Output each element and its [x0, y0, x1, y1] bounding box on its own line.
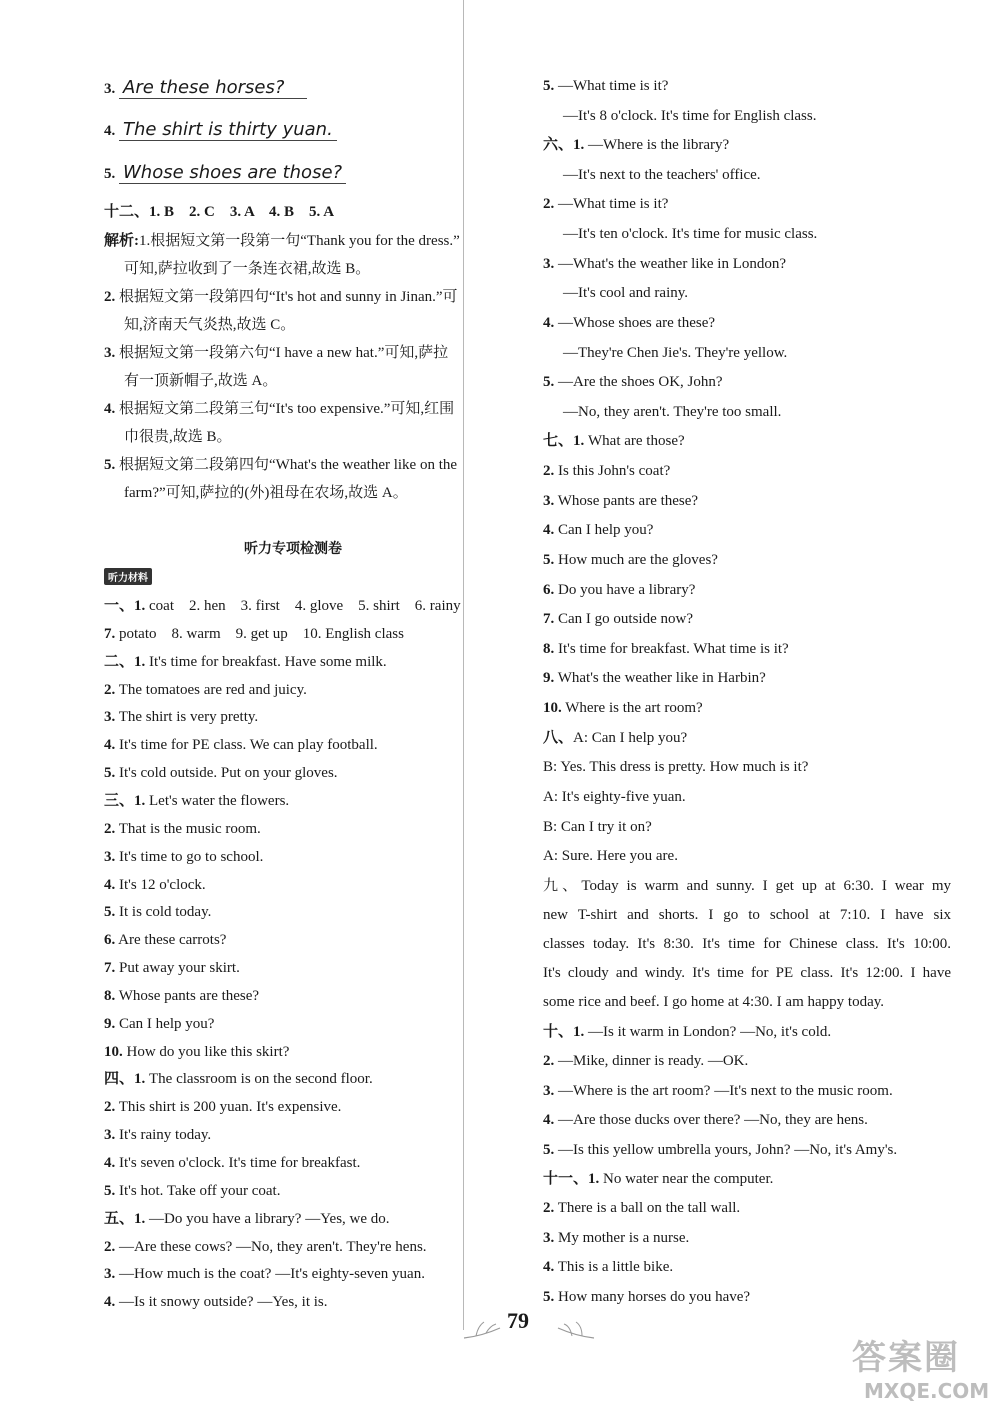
text-line: 2. This shirt is 200 yuan. It's expensive.: [104, 1099, 342, 1116]
text-line: —They're Chen Jie's. They're yellow.: [563, 344, 788, 361]
analysis-line: 巾很贵,故选 B。: [124, 429, 232, 445]
text-line: 4. This is a little bike.: [543, 1259, 674, 1276]
text-line: 2. That is the music room.: [104, 820, 261, 837]
leaf-ornament-icon: [462, 1318, 502, 1342]
text-line: 10. Where is the art room?: [543, 700, 703, 717]
analysis-line: 4. 根据短文第二段第三句“It's too expensive.”可知,红围: [104, 401, 455, 417]
text-line: 4. —Are those ducks over there? —No, they are hens.: [543, 1112, 868, 1129]
analysis-line: 知,济南天气炎热,故选 C。: [124, 317, 296, 333]
column-divider: [463, 0, 464, 1330]
text-line: 八、A: Can I help you?: [543, 729, 688, 746]
text-line: B: Can I try it on?: [543, 818, 652, 835]
text-line: 5. It is cold today.: [104, 904, 212, 921]
analysis-line: 解析:1.根据短文第一段第一句“Thank you for the dress.”: [104, 233, 460, 249]
text-line: 5. —Is this yellow umbrella yours, John? —No, it's Amy's.: [543, 1141, 898, 1158]
text-line: 5. It's hot. Take off your coat.: [104, 1182, 281, 1199]
text-line: 二、1. It's time for breakfast. Have some milk.: [104, 653, 387, 670]
text-line: 4. It's 12 o'clock.: [104, 876, 206, 893]
text-line: 4. It's time for PE class. We can play football.: [104, 737, 378, 754]
text-line: 四、1. The classroom is on the second floor.: [104, 1071, 373, 1088]
analysis-line: 2. 根据短文第一段第四句“It's hot and sunny in Jinan.”可: [104, 289, 458, 305]
text-line: 3. My mother is a nurse.: [543, 1229, 690, 1246]
text-line: 六、1. —Where is the library?: [543, 137, 730, 154]
listening-material-tag: 听力材料: [104, 568, 152, 585]
analysis-line: 有一顶新帽子,故选 A。: [124, 373, 278, 389]
text-line: 10. How do you like this skirt?: [104, 1043, 290, 1060]
text-line: —It's cool and rainy.: [563, 285, 689, 302]
text-line: 三、1. Let's water the flowers.: [104, 792, 290, 809]
passage-line: new T-shirt and shorts. I go to school at 7:10. I have six: [543, 907, 951, 923]
text-line: 7. Can I go outside now?: [543, 611, 693, 628]
text-line: 2. There is a ball on the tall wall.: [543, 1200, 741, 1217]
passage-line: 九、Today is warm and sunny. I get up at 6:30. I wear my: [543, 878, 951, 894]
text-line: 4. It's seven o'clock. It's time for breakfast.: [104, 1155, 361, 1171]
text-line: 6. Are these carrots?: [104, 932, 227, 949]
text-line: 8. It's time for breakfast. What time is it?: [543, 640, 789, 657]
text-line: 3. —How much is the coat? —It's eighty-seven yuan.: [104, 1266, 425, 1283]
analysis-line: 可知,萨拉收到了一条连衣裙,故选 B。: [124, 261, 371, 277]
handwritten-text: The shirt is thirty yuan.: [119, 120, 337, 141]
text-line: 3. —Where is the art room? —It's next to the music room.: [543, 1082, 893, 1099]
analysis-line: 3. 根据短文第一段第六句“I have a new hat.”可知,萨拉: [104, 345, 449, 361]
leaf-ornament-icon: [556, 1318, 596, 1342]
analysis-line: farm?”可知,萨拉的(外)祖母在农场,故选 A。: [124, 485, 408, 501]
text-line: —It's 8 o'clock. It's time for English class.: [563, 107, 817, 124]
text-line: 4. —Whose shoes are these?: [543, 314, 716, 331]
watermark-logo: 答案圈 MXQE.COM: [852, 1338, 990, 1403]
text-line: 七、1. What are those?: [543, 433, 685, 450]
analysis-line: 5. 根据短文第二段第四句“What's the weather like on the: [104, 457, 458, 473]
text-line: 7. Put away your skirt.: [104, 960, 240, 977]
text-line: B: Yes. This dress is pretty. How much is it?: [543, 759, 809, 776]
text-line: 2. Is this John's coat?: [543, 463, 671, 480]
text-line: —No, they aren't. They're too small.: [563, 403, 782, 420]
text-line: 2. —What time is it?: [543, 196, 669, 213]
section-12-answers: 十二、1. B 2. C 3. A 4. B 5. A: [104, 204, 335, 220]
text-line: 4. Can I help you?: [543, 522, 654, 539]
text-line: 5. It's cold outside. Put on your gloves.: [104, 765, 338, 782]
text-line: A: Sure. Here you are.: [543, 848, 678, 865]
text-line: A: It's eighty-five yuan.: [543, 788, 686, 805]
passage-line: classes today. It's 8:30. It's time for Chinese class. It's 10:00.: [543, 936, 951, 952]
text-line: 5. How much are the gloves?: [543, 551, 718, 568]
text-line: 7. potato 8. warm 9. get up 10. English class: [104, 625, 404, 642]
text-line: 5. How many horses do you have?: [543, 1288, 751, 1305]
text-line: 8. Whose pants are these?: [104, 987, 260, 1004]
text-line: 五、1. —Do you have a library? —Yes, we do.: [104, 1210, 390, 1227]
passage-line: It's cloudy and windy. It's time for PE class. It's 12:00. I have: [543, 965, 951, 981]
hw-answer-5: 5. Whose shoes are those?: [104, 163, 346, 184]
handwritten-text: Are these horses?: [119, 78, 307, 99]
hw-answer-3: 3. Are these horses?: [104, 78, 307, 99]
text-line: 2. The tomatoes are red and juicy.: [104, 681, 307, 698]
handwritten-text: Whose shoes are those?: [119, 163, 346, 184]
text-line: 3. —What's the weather like in London?: [543, 255, 787, 272]
text-line: 3. It's rainy today.: [104, 1127, 212, 1144]
text-line: 9. What's the weather like in Harbin?: [543, 670, 766, 687]
text-line: 3. Whose pants are these?: [543, 492, 699, 509]
text-line: 6. Do you have a library?: [543, 581, 696, 598]
text-line: —It's next to the teachers' office.: [563, 166, 761, 183]
text-line: 5. —Are the shoes OK, John?: [543, 374, 723, 391]
hw-answer-4: 4. The shirt is thirty yuan.: [104, 120, 337, 141]
text-line: 2. —Mike, dinner is ready. —OK.: [543, 1053, 749, 1070]
text-line: 一、1. coat 2. hen 3. first 4. glove 5. shirt 6. rainy: [104, 598, 461, 614]
page-number: 79: [507, 1308, 529, 1333]
text-line: 4. —Is it snowy outside? —Yes, it is.: [104, 1294, 328, 1311]
text-line: 9. Can I help you?: [104, 1015, 215, 1032]
text-line: 3. The shirt is very pretty.: [104, 709, 259, 726]
section-title: 听力专项检测卷: [244, 541, 342, 557]
text-line: 3. It's time to go to school.: [104, 848, 264, 865]
passage-line: some rice and beef. I go home at 4:30. I am happy today.: [543, 994, 885, 1010]
text-line: 十一、1. No water near the computer.: [543, 1171, 774, 1187]
text-line: 2. —Are these cows? —No, they aren't. They're hens.: [104, 1238, 427, 1255]
text-line: 5. —What time is it?: [543, 78, 669, 94]
text-line: —It's ten o'clock. It's time for music class.: [563, 226, 818, 243]
text-line: 十、1. —Is it warm in London? —No, it's cold.: [543, 1024, 832, 1040]
